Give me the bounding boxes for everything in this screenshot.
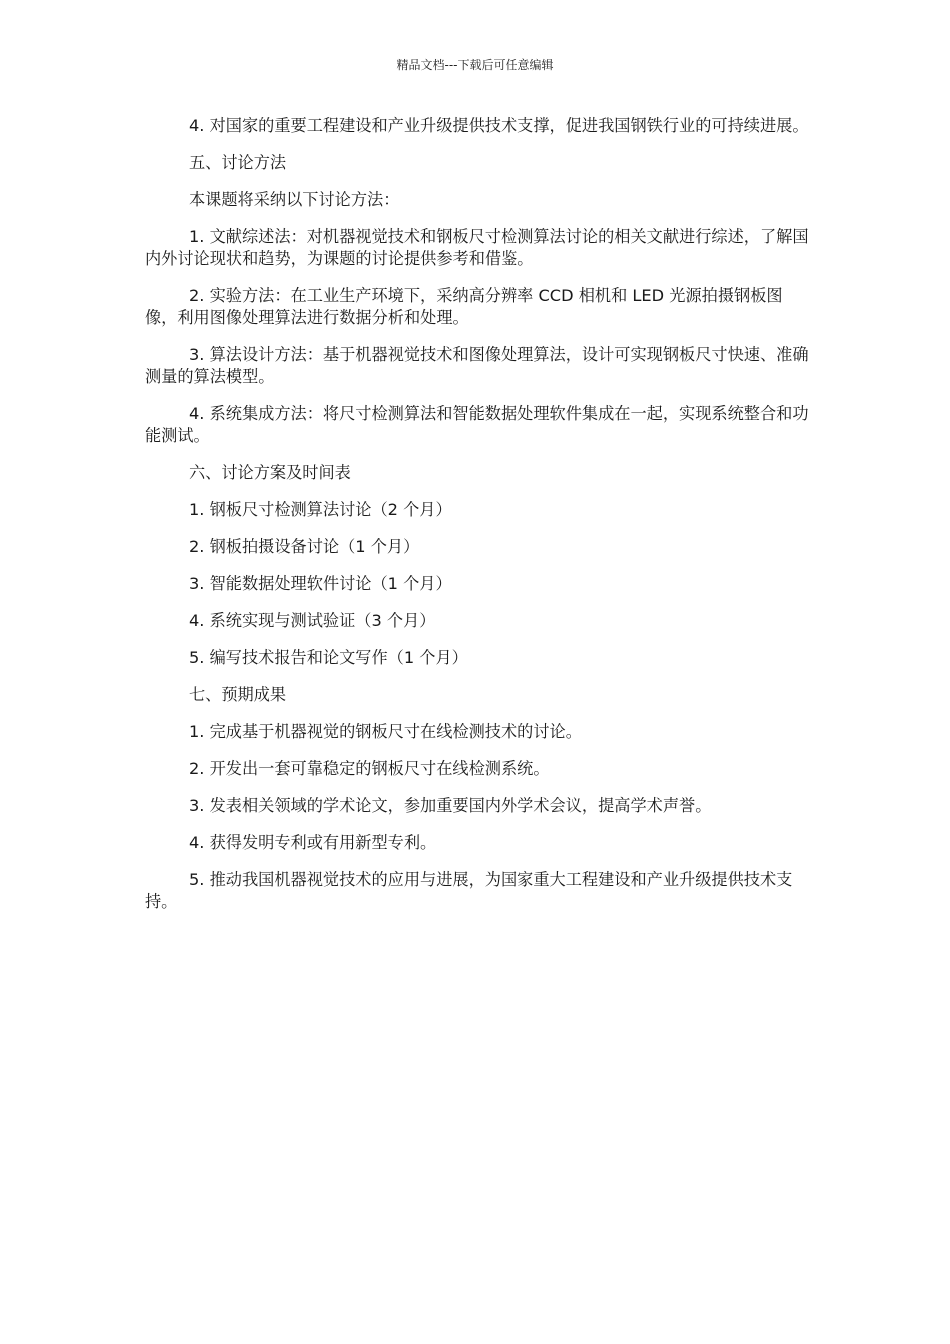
outcome-item: 3. 发表相关领域的学术论文，参加重要国内外学术会议，提高学术声誉。 bbox=[189, 796, 712, 815]
page-header: 精品文档---下载后可任意编辑 bbox=[396, 58, 554, 72]
schedule-item: 1. 钢板尺寸检测算法讨论（2 个月） bbox=[189, 500, 452, 519]
paragraph-item-4-support: 4. 对国家的重要工程建设和产业升级提供技术支撑，促进我国钢铁行业的可持续进展。 bbox=[189, 116, 809, 135]
section-heading-outcomes: 七、预期成果 bbox=[189, 685, 287, 704]
schedule-item: 3. 智能数据处理软件讨论（1 个月） bbox=[189, 574, 452, 593]
section-heading-methods: 五、讨论方法 bbox=[189, 153, 287, 172]
section-heading-schedule: 六、讨论方案及时间表 bbox=[189, 463, 351, 482]
schedule-item: 5. 编写技术报告和论文写作（1 个月） bbox=[189, 648, 468, 667]
paragraph-method-experiment: 2. 实验方法：在工业生产环境下，采纳高分辨率 CCD 相机和 LED 光源拍摄钢板图像，利用图像处理算法进行数据分析和处理。 bbox=[145, 286, 783, 327]
document-body bbox=[145, 115, 810, 928]
schedule-item: 4. 系统实现与测试验证（3 个月） bbox=[189, 611, 436, 630]
schedule-item: 2. 钢板拍摄设备讨论（1 个月） bbox=[189, 537, 420, 556]
paragraph-method-literature: 1. 文献综述法：对机器视觉技术和钢板尺寸检测算法讨论的相关文献进行综述，了解国内外讨论现状和趋势，为课题的讨论提供参考和借鉴。 bbox=[145, 227, 809, 268]
outcome-item: 2. 开发出一套可靠稳定的钢板尺寸在线检测系统。 bbox=[189, 759, 550, 778]
paragraph-methods-intro: 本课题将采纳以下讨论方法： bbox=[189, 190, 400, 209]
paragraph-method-algorithm: 3. 算法设计方法：基于机器视觉技术和图像处理算法，设计可实现钢板尺寸快速、准确测量的算法模型。 bbox=[145, 345, 809, 386]
outcome-item: 1. 完成基于机器视觉的钢板尺寸在线检测技术的讨论。 bbox=[189, 722, 582, 741]
outcome-item: 5. 推动我国机器视觉技术的应用与进展，为国家重大工程建设和产业升级提供技术支持。 bbox=[145, 870, 793, 911]
paragraph-method-integration: 4. 系统集成方法：将尺寸检测算法和智能数据处理软件集成在一起，实现系统整合和功能测试。 bbox=[145, 404, 809, 445]
outcome-item: 4. 获得发明专利或有用新型专利。 bbox=[189, 833, 437, 852]
